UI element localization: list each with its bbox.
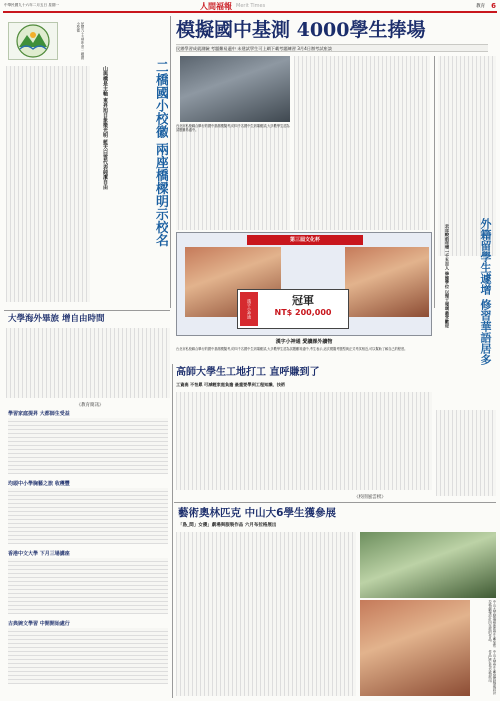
logo-caption-line-2: 二橋國小校徽 (75, 22, 84, 60)
main-story-body-continued (176, 124, 290, 230)
edu-brief-body (8, 418, 168, 474)
masthead (200, 1, 290, 11)
header-rule (3, 11, 497, 13)
masthead-name: 人間福報 (200, 0, 232, 11)
campus-body (176, 532, 356, 696)
edu-brief-title: 均頭中小學胸藝之旅 收穫豐 (8, 481, 70, 487)
edu-brief-list (8, 410, 168, 700)
abroad-body (6, 328, 170, 398)
edu-brief-item (8, 550, 168, 620)
campus-photo-2 (360, 600, 470, 696)
main-headline: 模擬國中基測 4000學生捧場 (176, 19, 426, 41)
campus-rule (174, 502, 496, 503)
edu-brief-item (8, 410, 168, 480)
edu-brief-body (8, 628, 168, 684)
section-name: 教育 (476, 4, 486, 9)
award-caption-title: 漢字小神通 愛讀課外讀物 (275, 339, 333, 345)
edu-brief-tag: 《教育簡訊》 (76, 403, 104, 408)
edu-brief-item (8, 620, 168, 690)
edu-brief-title: 香港中文大學 下月三場講座 (8, 551, 70, 557)
edu-brief-body (8, 558, 168, 614)
masthead-english: Merit Times (236, 3, 266, 9)
edu-brief-title: 學習家庭提昇 大都師生受益 (8, 411, 70, 417)
foreign-students-body (436, 410, 496, 496)
main-subhead: 民辦學習成就測驗 考題難易適中 未建試學生可上網下載考題練習 3月4日辦考試座談 (176, 44, 488, 52)
school-logo (8, 22, 58, 60)
award-photo (176, 232, 432, 336)
campus-caption-1: 中山大學劇場藝術系學生參加布拉格劇場設計四年展的作品。 (487, 600, 496, 648)
foreign-students-subhead: 去年較前年增一千五百人 修課學位 以理工領域最受歡迎 (445, 224, 450, 328)
column-divider-bottom (172, 364, 173, 698)
abroad-headline: 大學海外畢旅 增自由時間 (8, 314, 105, 324)
main-story-body (294, 56, 430, 230)
prize-board (237, 289, 349, 329)
prize-board-title: 冠軍 (292, 294, 314, 307)
section-rule-left (4, 310, 170, 311)
award-banner: 第三屆文化杯 (247, 235, 363, 245)
campus-headline: 藝術奧林匹克 中山大6學生獲參展 (178, 507, 336, 519)
logo-story-body (6, 66, 90, 302)
issue-date: 中華民國九十六年二月五日 星期一 (4, 3, 60, 7)
prize-board-side: 漢字小神通 (240, 292, 258, 326)
column-divider-left (170, 16, 171, 308)
school-emblem-icon (9, 23, 57, 59)
page-number: 6 (491, 2, 496, 10)
award-caption-text: 台北市私校聯合舉行的國中基測模擬考,約四千名國中生到場應試,大多數學生認為試題難易適中,考生表示,這次模擬考題型與正式考試相近,可以幫助了解自己的程度。 (176, 347, 408, 351)
technician-body (176, 392, 432, 490)
campus-caption-2: 中山大學學生參展的服裝設計作品,將在布拉格展出。 (487, 650, 496, 695)
logo-story-headline: 二橋國小校徽 兩座橋樑明示校名 (153, 60, 168, 247)
technician-headline: 高師大學生工地打工 直呼賺到了 (176, 367, 320, 378)
technician-subhead: 工資高 不怕累 可減輕家庭負擔 最重要學到工程知識、技術 (176, 382, 286, 387)
edu-brief-body (8, 488, 168, 544)
award-students-right (345, 247, 429, 317)
campus-tag: 《校園風雲榜》 (354, 495, 386, 500)
section-label (456, 2, 496, 10)
campus-subhead: 「島_間」女優」劇場與服裝作品 六月布拉格展出 (178, 523, 277, 528)
edu-brief-item (8, 480, 168, 550)
logo-caption-line-1: 民國九十五學年度 (80, 22, 84, 49)
campus-photo-1 (360, 532, 496, 598)
column-divider-right (434, 56, 435, 308)
foreign-students-headline: 外籍留學生遽增 修習華語居多 (479, 218, 492, 365)
logo-story-subhead: 山與橋是主軸 東昇旭日象徵光明 藍天白雲代表純潔自由 (102, 66, 108, 190)
prize-board-amount: NT$ 200,000 (274, 308, 332, 317)
logo-caption (60, 22, 84, 62)
exam-photo (180, 56, 290, 122)
edu-brief-title: 古典婉文學習 中開開始處行 (8, 621, 70, 627)
